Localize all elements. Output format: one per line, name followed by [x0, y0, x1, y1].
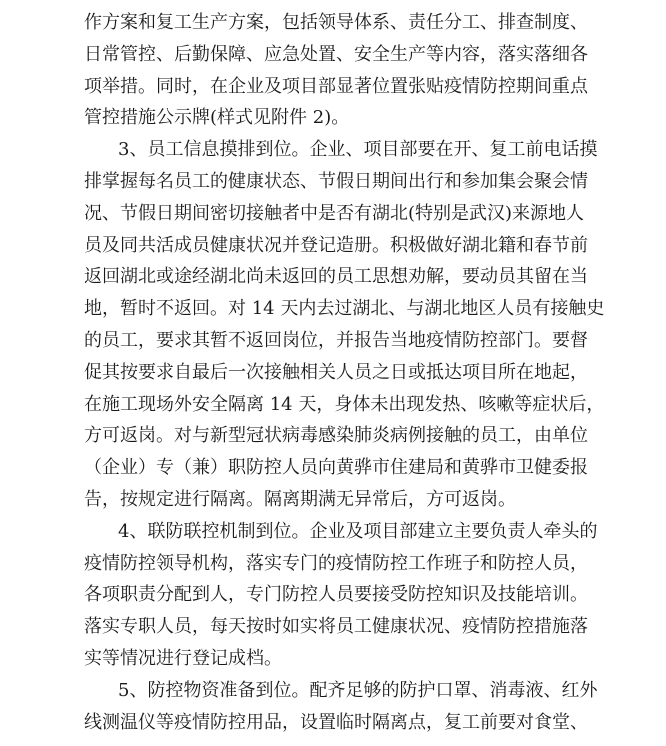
text-line: 方可返岗。对与新型冠状病毒感染肺炎病例接触的员工，由单位: [84, 425, 588, 447]
text-line: 4、联防联控机制到位。企业及项目部建立主要负责人牵头的: [118, 520, 598, 542]
text-line: 返回湖北或途经湖北尚未返回的员工思想劝解，要动员其留在当: [84, 266, 588, 288]
text-line: 落实专职人员，每天按时如实将员工健康状况、疫情防控措施落: [84, 616, 588, 638]
text-line: 作方案和复工生产方案，包括领导体系、责任分工、排查制度、: [84, 12, 588, 33]
text-line: 员及同共活成员健康状况并登记造册。积极做好湖北籍和春节前: [84, 234, 588, 256]
text-line: 促其按要求自最后一次接触相关人员之日或抵达项目所在地起，: [84, 361, 588, 383]
text-line: 线测温仪等疫情防控用品，设置临时隔离点，复工前要对食堂、: [84, 711, 588, 733]
text-line: 5、防控物资准备到位。配齐足够的防护口罩、消毒液、红外: [118, 679, 598, 701]
text-line: 况、节假日期间密切接触者中是否有湖北(特别是武汉)来源地人: [84, 202, 585, 224]
text-line: 3、员工信息摸排到位。企业、项目部要在开、复工前电话摸: [118, 139, 598, 161]
text-line: 排掌握每名员工的健康状态、节假日期间出行和参加集会聚会情: [84, 171, 588, 192]
text-line: 管控措施公示牌(样式见附件 2)。: [84, 107, 350, 129]
text-line: （企业）专（兼）职防控人员向黄骅市住建局和黄骅市卫健委报: [84, 457, 588, 479]
text-line: 各项职责分配到人，专门防控人员要接受防控知识及技能培训。: [84, 584, 588, 606]
text-line: 日常管控、后勤保障、应急处置、安全生产等内容，落实落细各: [84, 43, 588, 65]
text-line: 实等情况进行登记成档。: [84, 648, 282, 669]
text-line: 的员工，要求其暂不返回岗位，并报告当地疫情防控部门。要督: [84, 330, 588, 351]
text-line: 在施工现场外安全隔离 14 天，身体未出现发热、咳嗽等症状后，: [84, 393, 605, 415]
text-line: 地，暂时不返回。对 14 天内去过湖北、与湖北地区人员有接触史: [84, 298, 605, 320]
text-line: 疫情防控领导机构，落实专门的疫情防控工作班子和防控人员，: [84, 552, 588, 574]
text-line: 项举措。同时，在企业及项目部显著位置张贴疫情防控期间重点: [84, 75, 588, 97]
text-line: 告，按规定进行隔离。隔离期满无异常后，方可返岗。: [84, 489, 516, 510]
